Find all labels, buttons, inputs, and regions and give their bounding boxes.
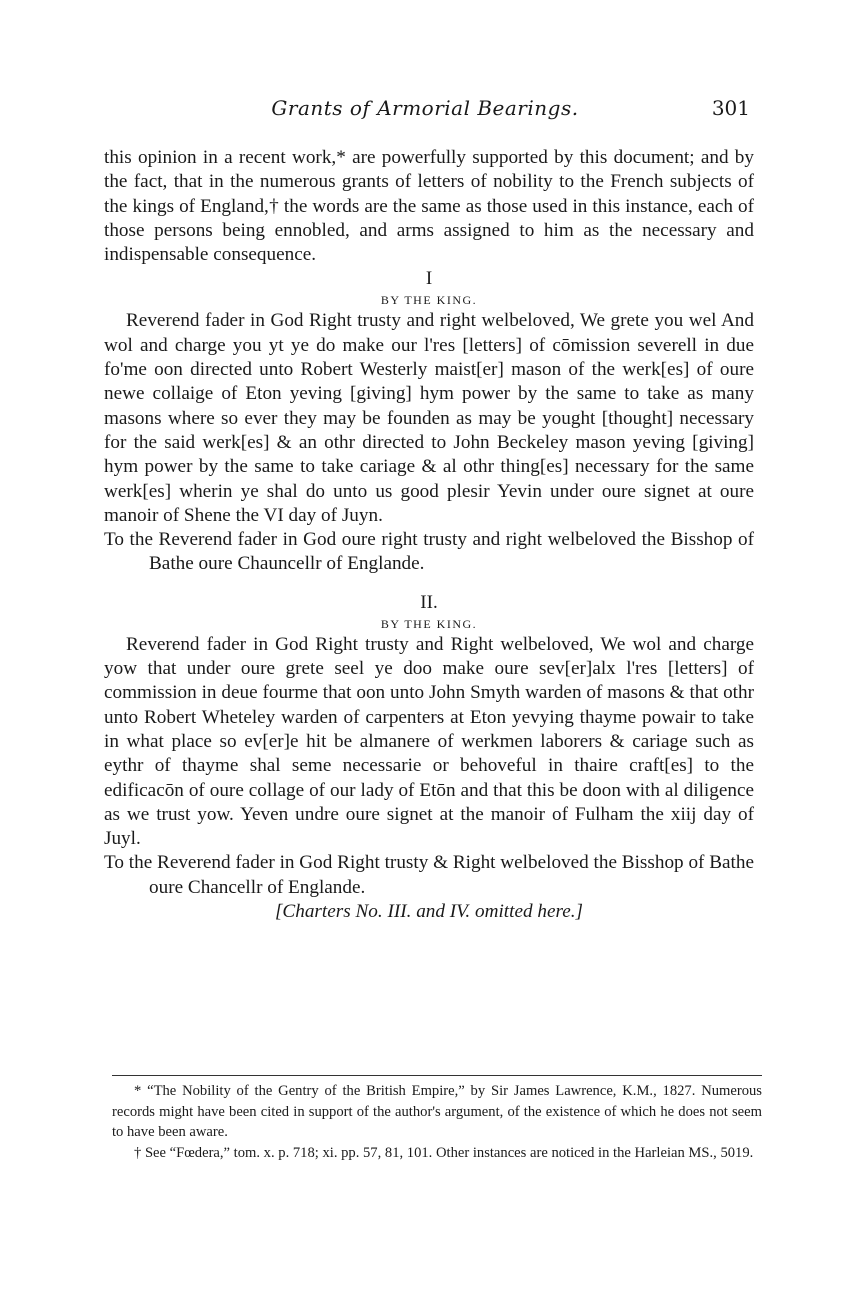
page-number: 301 — [711, 96, 750, 120]
footnote-rule — [112, 1075, 762, 1076]
charter-1-address: To the Reverend fader in God oure right trusty and right welbeloved the Bisshop of Bathe oure Chauncellr of Englande. — [104, 529, 754, 575]
footnote-2: † See “Fœdera,” tom. x. p. 718; xi. pp. 57, 81, 101. Other instances are noticed in the Harleian MS., 5019. — [134, 1144, 754, 1161]
omitted-charters-note: [Charters No. III. and IV. omitted here.] — [274, 901, 584, 923]
charter-1-body: Reverend fader in God Right trusty and right welbeloved, We grete you wel And wol and charge you yt ye do make our l'res [letters] of cōmission severell in due fo'me oon directed unto Robert Westerly maist[er] mason of the werk[es] of oure newe collaige of Eton yeving [giving] hym power by the same to take as many masons where so ever they may be founden as may be yought [thought] necessary for the said werk[es] & an othr directed to John Beckeley mason yeving [giving] hym power by the same to take cariage & al othr thing[es] necessary for the same werk[es] wherin ye shal do unto us good plesir Yevin under oure signet at oure manoir of Shene the VI day of Juyn. — [104, 310, 754, 526]
charter-2-address: To the Reverend fader in God Right trusty & Right welbeloved the Bisshop of Bathe oure Chancellr of Englande. — [104, 852, 754, 898]
running-head — [100, 96, 750, 126]
intro-paragraph: this opinion in a recent work,* are powerfully supported by this document; and by the fact, that in the numerous grants of letters of nobility to the French subjects of the kings of England,† the words are the same as those used in this instance, each of those persons being ennobled, and arms assigned to him as the necessary and indispensable consequence. — [104, 147, 754, 266]
charter-2-heading: BY THE KING. — [380, 616, 478, 631]
charter-1-heading: BY THE KING. — [380, 293, 478, 308]
charter-2-numeral: II. — [420, 591, 438, 613]
running-title: Grants of Armorial Bearings. — [271, 96, 579, 120]
charter-1-numeral: I — [425, 268, 433, 290]
body-text — [104, 146, 754, 924]
footnote-1: * “The Nobility of the Gentry of the British Empire,” by Sir James Lawrence, K.M., 1827. Numerous records might have been cited in support of the author's argument, of the existence of which he does not seem to have been aware. — [112, 1083, 762, 1140]
footnotes — [112, 1081, 762, 1163]
charter-2-body: Reverend fader in God Right trusty and Right welbeloved, We wol and charge yow that under oure grete seel ye doo make oure sev[er]alx l'res [letters] of commission in deue fourme that oon unto John Smyth warden of masons & that othr unto Robert Wheteley warden of carpenters at Eton yevying thayme powair to take in what place so ev[er]e hit be almanere of werkmen laborers & cariage such as eythr of thayme shal seme necessarie or behoveful in thaire craft[es] to the edificacōn of oure collage of our lady of Etōn and that this be doon with al diligence as we trust yow. Yeven undre oure signet at the manoir of Fulham the xiij day of Juyl. — [104, 633, 754, 850]
